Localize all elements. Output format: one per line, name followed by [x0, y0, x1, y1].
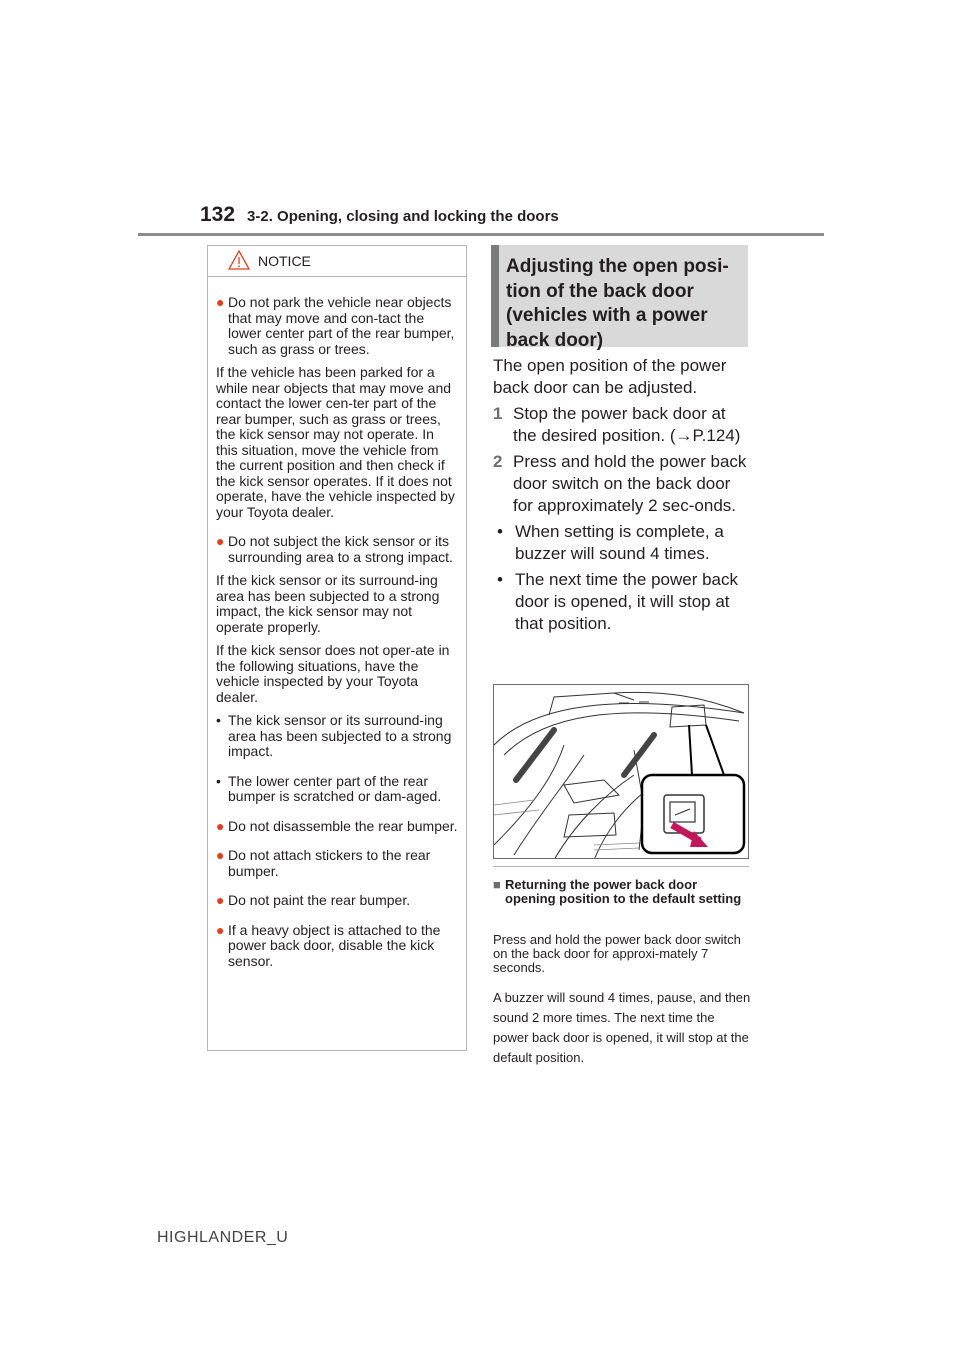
bullet-item: • When setting is complete, a buzzer will sound 4 times. — [497, 522, 724, 563]
notice-paragraph: If the kick sensor does not oper-ate in the following situations, have the vehicle inspected by your Toyota dealer. — [216, 642, 450, 705]
figure-rule — [493, 866, 749, 867]
bullet-icon: ● — [216, 817, 225, 834]
bullet-icon: ● — [216, 892, 225, 908]
notice-title: NOTICE — [258, 253, 311, 269]
notice-paragraph: If the kick sensor or its surround-ing area has been subjected to a strong impact, the kick sensor may not operate properly. — [216, 572, 440, 635]
notice-body — [208, 277, 466, 969]
bullet-icon: ● — [216, 921, 225, 938]
step-1: 1 Stop the power back door at the desired position. (→P.124) — [493, 404, 741, 445]
section-content — [493, 355, 751, 635]
notice-box — [207, 245, 467, 1051]
back-door-illustration — [493, 684, 749, 859]
notice-item: ● Do not subject the kick sensor or its surrounding area to a strong impact. — [216, 533, 453, 565]
page-header — [200, 203, 559, 227]
notice-subitem: • The kick sensor or its surround-ing area has been subjected to a strong impact. — [216, 712, 452, 759]
notice-item: ● Do not paint the rear bumper. — [216, 892, 411, 908]
bullet-item: • The next time the power back door is opened, it will stop at that position. — [497, 570, 739, 633]
returning-paragraph-2: A buzzer will sound 4 times, pause, and then sound 2 more times. The next time the power back door is opened, it will stop at the default position. — [493, 990, 751, 1065]
section-title: 3-2. Opening, closing and locking the doors — [247, 208, 559, 225]
square-bullet-icon: ■ — [493, 877, 501, 892]
bullet-icon: ● — [216, 847, 225, 863]
notice-item: ● Do not attach stickers to the rear bumper. — [216, 847, 431, 879]
section-heading: Adjusting the open posi-tion of the back door (vehicles with a power back door) — [506, 256, 729, 351]
notice-item: ● If a heavy object is attached to the power back door, disable the kick sensor. — [216, 921, 441, 969]
step-2: 2 Press and hold the power back door switch on the back door for approximately 2 sec-onds. — [493, 452, 747, 515]
notice-header — [208, 246, 466, 277]
header-rule — [138, 233, 824, 236]
section-heading-box — [491, 245, 748, 351]
bullet-icon: ● — [216, 533, 225, 549]
cargo-area-drawing — [494, 685, 749, 859]
bullet-icon: ● — [216, 294, 225, 310]
footer-model: HIGHLANDER_U — [157, 1229, 289, 1246]
returning-heading: ■ Returning the power back door opening position to the default setting — [493, 877, 742, 906]
notice-item: ● Do not park the vehicle near objects that may move and con-tact the lower center part of the rear bumper, such as grass or trees. — [216, 294, 455, 357]
notice-subitem: • The lower center part of the rear bumper is scratched or dam-aged. — [216, 772, 442, 804]
warning-icon — [228, 250, 250, 270]
notice-item: ● Do not disassemble the rear bumper. — [216, 817, 458, 834]
returning-paragraph-1: Press and hold the power back door switch on the back door for approxi-mately 7 seconds. — [493, 932, 741, 975]
page-number: 132 — [200, 203, 236, 226]
intro-text: The open position of the power back door can be adjusted. — [493, 356, 727, 397]
notice-paragraph: If the vehicle has been parked for a while near objects that may move and contact the lower cen-ter part of the rear bumper, such as grass or trees, the kick sensor may not operate. In this situation, move the vehicle from the current position and then check if the kick sensor operates. If it does not operate, have the vehicle inspected by your Toyota dealer. — [216, 364, 455, 520]
